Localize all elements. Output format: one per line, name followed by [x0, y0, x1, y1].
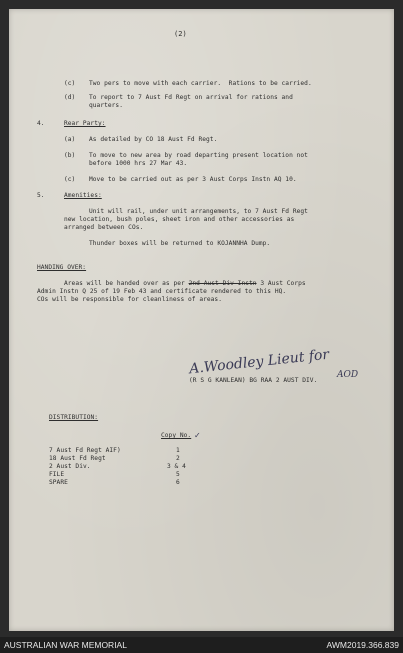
section-5-number: 5. — [37, 192, 45, 199]
amenities-heading: Amenities: — [64, 192, 102, 199]
rear-b-label: (b) — [64, 152, 76, 159]
copy-no-heading: Copy No. — [161, 432, 192, 439]
footer-institution: AUSTRALIAN WAR MEMORIAL — [4, 640, 127, 650]
item-c-label: (c) — [64, 80, 76, 87]
rear-c-label: (c) — [64, 176, 76, 183]
signature-typed: (R S G KANLEAN) BG RAA 2 AUST DIV. — [189, 377, 318, 384]
page-number: (2) — [174, 30, 187, 38]
dist-row-4-copy: 5 — [176, 471, 180, 478]
dist-row-3-copy: 3 & 4 — [167, 463, 186, 470]
amenities-para-line-2: new location, bush poles, sheet iron and other accessories as — [64, 216, 295, 223]
handwritten-tick-mark: ✓ — [194, 431, 201, 440]
handing-over-line-3: COs will be responsible for cleanliness of areas. — [37, 296, 222, 303]
amenities-para-2: Thunder boxes will be returned to KOJANNHA Dump. — [89, 240, 271, 247]
dist-row-4-name: FILE — [49, 471, 65, 478]
dist-row-1-name: 7 Aust Fd Regt AIF) — [49, 447, 121, 454]
dist-row-1-copy: 1 — [176, 447, 180, 454]
footer-bar — [0, 637, 403, 653]
handing-over-heading: HANDING OVER: — [37, 264, 87, 271]
struck-text: 2nd Aust Div Instn — [188, 280, 257, 287]
item-c-text: Two pers to move with each carrier. Rations to be carried. — [89, 80, 312, 87]
section-4-number: 4. — [37, 120, 45, 127]
dist-row-3-name: 2 Aust Div. — [49, 463, 91, 470]
rear-a-label: (a) — [64, 136, 76, 143]
handwritten-signature: A.Woodley Lieut for — [188, 346, 330, 378]
item-d-text: To report to 7 Aust Fd Regt on arrival for rations and — [89, 94, 293, 101]
footer-accession-number: AWM2019.366.839 — [326, 640, 399, 650]
dist-row-2-copy: 2 — [176, 455, 180, 462]
amenities-para-line-3: arranged between COs. — [64, 224, 144, 231]
rear-a-text: As detailed by CO 18 Aust Fd Regt. — [89, 136, 218, 143]
rear-party-heading: Rear Party: — [64, 120, 106, 127]
amenities-para-line-1: Unit will rail, under unit arrangements, to 7 Aust Fd Regt — [89, 208, 308, 215]
rear-c-text: Move to be carried out as per 3 Aust Corps Instn AQ 10. — [89, 176, 297, 183]
dist-row-5-name: SPARE — [49, 479, 68, 486]
document-page — [9, 9, 394, 631]
signature-initials: AOD — [337, 370, 359, 380]
rear-b-text-cont: before 1000 hrs 27 Mar 43. — [89, 160, 188, 167]
item-d-label: (d) — [64, 94, 76, 101]
rear-b-text: To move to new area by road departing present location not — [89, 152, 308, 159]
item-d-text-cont: quarters. — [89, 102, 123, 109]
handing-over-line-1: Areas will be handed over as per 2nd Aust Div Instn 3 Aust Corps — [64, 280, 306, 287]
distribution-heading: DISTRIBUTION: — [49, 414, 99, 421]
handing-over-line-2: Admin Instn Q 25 of 19 Feb 43 and certificate rendered to this HQ. — [37, 288, 287, 295]
dist-row-2-name: 18 Aust Fd Regt — [49, 455, 106, 462]
dist-row-5-copy: 6 — [176, 479, 180, 486]
